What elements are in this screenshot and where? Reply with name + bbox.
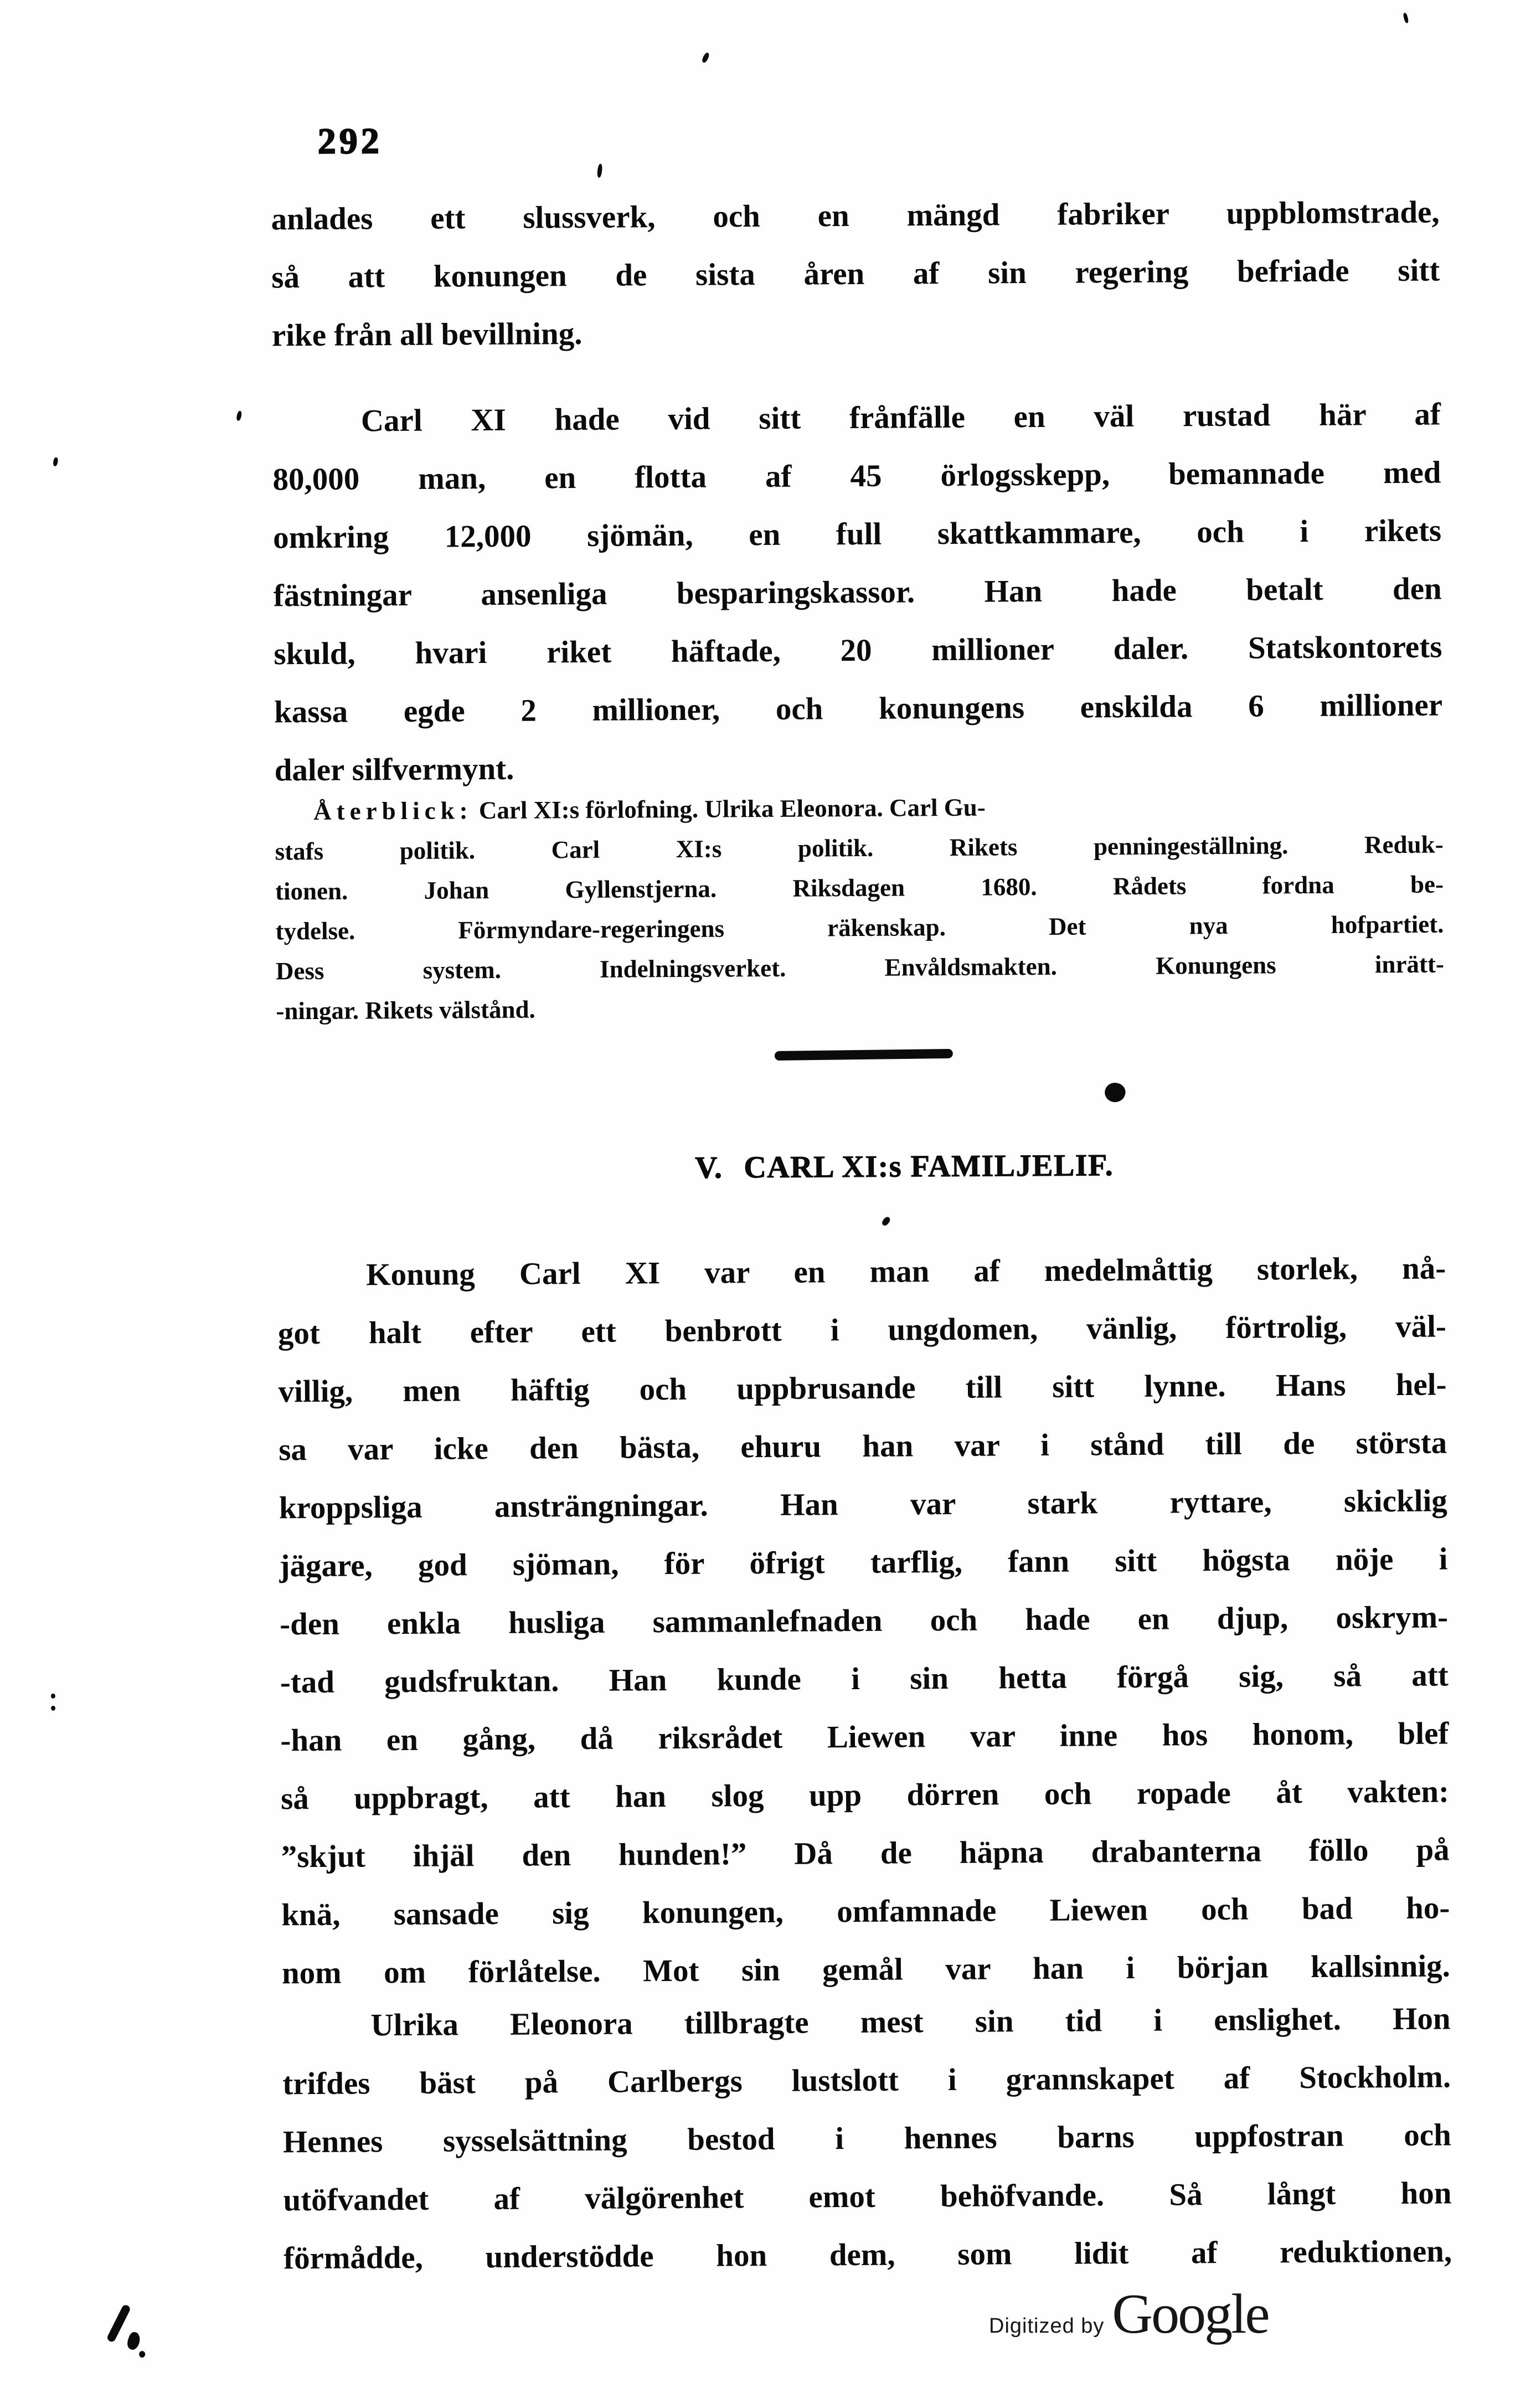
section-divider-rule [775, 1049, 953, 1061]
text-line: 80,000 man, en flotta af 45 örlogsskepp, bemannade med [272, 455, 1441, 497]
text-line: omkring 12,000 sjömän, en full skattkammare, och i rikets [272, 513, 1442, 555]
scan-speck [881, 1216, 891, 1227]
text-line: tydelse. Förmyndare-regeringens räkenskap. Det nya hofpartiet. [275, 910, 1444, 945]
scan-speck [51, 1694, 55, 1699]
scan-speck [597, 163, 603, 178]
text-line: Carl XI hade vid sitt frånfälle en väl rustad här af [360, 397, 1441, 439]
text-line: jägare, god sjöman, för öfrigt tarflig, fann sitt högsta nöje i [279, 1541, 1448, 1584]
ink-dot [1103, 1080, 1127, 1104]
chapter-numeral: V. [694, 1150, 723, 1185]
text-line: utöfvandet af välgörenhet emot behöfvande. Så långt hon [283, 2175, 1452, 2218]
text-line: fästningar ansenliga besparingskassor. Han hade betalt den [273, 571, 1442, 614]
paragraph-continuation [271, 183, 1440, 365]
text-line: Dess system. Indelningsverket. Envåldsmakten. Konungens inrätt- [275, 950, 1445, 985]
scan-speck [701, 52, 710, 64]
text-line: Ulrika Eleonora tillbragte mest sin tid i enslighet. Hon [370, 2001, 1451, 2043]
text-line: daler silfvermynt. [274, 751, 514, 788]
review-section [275, 785, 1443, 832]
scan-speck [1403, 12, 1409, 23]
text-line: kassa egde 2 millioner, och konungens enskilda 6 millioner [274, 687, 1443, 730]
text-line: villig, men häftig och uppbrusande till sitt lynne. Hans hel- [278, 1367, 1447, 1409]
chapter-heading [695, 1149, 1114, 1185]
page-number: 292 [317, 121, 383, 162]
text-line: ”skjut ihjäl den hunden!” Då de häpna drabanterna föllo på [281, 1832, 1450, 1875]
review-first-line [275, 785, 1443, 832]
text-line: anlades ett slussverk, och en mängd fabriker uppblomstrade, [271, 194, 1440, 237]
text-line: rike från all bevillning. [271, 316, 583, 353]
review-first-line-rest: Carl XI:s förlofning. Ulrika Eleonora. Carl Gu- [478, 793, 986, 825]
digitizer-watermark [989, 2283, 1269, 2345]
scan-speck [236, 410, 242, 421]
text-line: Konung Carl XI var en man af medelmåttig storlek, nå- [366, 1251, 1446, 1293]
text-line: förmådde, understödde hon dem, som lidit af reduktionen, [283, 2234, 1452, 2276]
paragraph-carl-xi-estate [272, 385, 1443, 800]
scan-speck [53, 457, 59, 466]
text-line: kroppsliga ansträngningar. Han var stark ryttare, skicklig [279, 1483, 1448, 1526]
text-line: -ningar. Rikets välstånd. [276, 995, 535, 1025]
text-line: så att konungen de sista åren af sin regering befriade sitt [271, 253, 1440, 295]
text-line: så uppbragt, att han slog upp dörren och ropade åt vakten: [280, 1774, 1450, 1817]
text-line: knä, sansade sig konungen, omfamnade Liewen och bad ho- [281, 1890, 1450, 1933]
digitized-by-label: Digitized by [989, 2314, 1105, 2338]
paragraph-king-character [277, 1239, 1450, 2003]
review-label: Återblick: [313, 796, 473, 826]
text-line: nom om förlåtelse. Mot sin gemål var han i början kallsinnig. [281, 1948, 1451, 1991]
paragraph-ulrika-eleonora [282, 1990, 1452, 2288]
ink-blot [106, 2302, 167, 2369]
text-line: stafs politik. Carl XI:s politik. Rikets penningeställning. Reduk- [275, 830, 1444, 866]
text-line: got halt efter ett benbrott i ungdomen, vänlig, förtrolig, väl- [277, 1309, 1447, 1351]
text-line: trifdes bäst på Carlbergs lustslott i grannskapet af Stockholm. [282, 2059, 1451, 2102]
text-line: skuld, hvari riket häftade, 20 millioner daler. Statskontorets [274, 629, 1442, 672]
google-logo: Google [1112, 2283, 1269, 2345]
text-line: sa var icke den bästa, ehuru han var i stånd till de största [279, 1425, 1447, 1468]
chapter-title: CARL XI:s FAMILJELIF. [744, 1148, 1114, 1185]
text-line: -den enkla husliga sammanlefnaden och hade en djup, oskrym- [279, 1599, 1449, 1642]
text-line: -han en gång, då riksrådet Liewen var inne hos honom, blef [280, 1716, 1449, 1758]
text-line: Hennes sysselsättning bestod i hennes barns uppfostran och [282, 2117, 1452, 2160]
text-line: -tad gudsfruktan. Han kunde i sin hetta förgå sig, så att [280, 1658, 1449, 1700]
review-section-lines [275, 825, 1444, 1031]
text-line: tionen. Johan Gyllenstjerna. Riksdagen 1680. Rådets fordna be- [275, 870, 1444, 905]
